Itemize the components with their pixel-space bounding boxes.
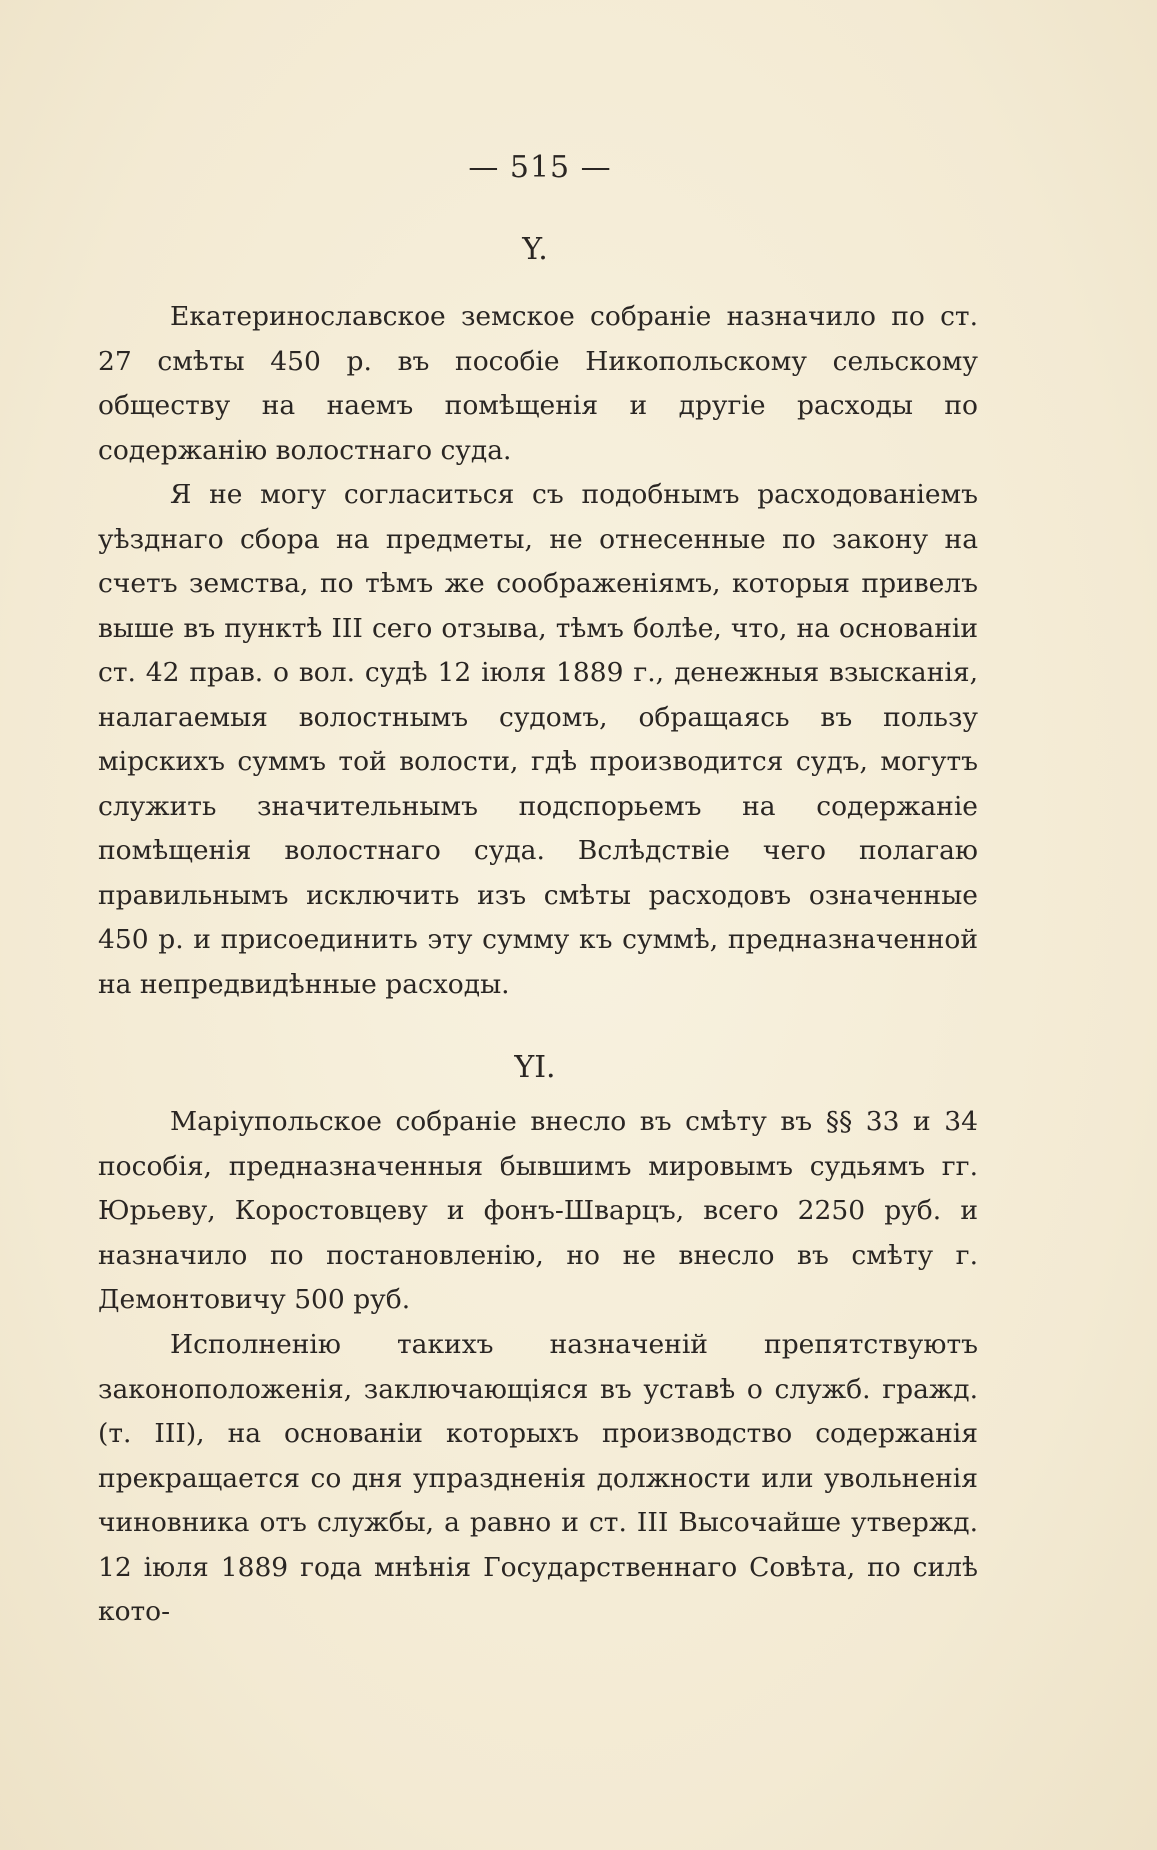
- page-number: — 515 —: [468, 150, 612, 185]
- section-heading-5: Y.: [522, 232, 548, 267]
- section-heading-6: YI.: [514, 1050, 556, 1085]
- paragraph: Исполненію такихъ назначеній препятствуютъ законоположенія, заключающіяся въ уставѣ о служб. гражд. (т. III), на основаніи которыхъ производство содержанія прекращается со дня упраздненія должности или увольненія чиновника отъ службы, а равно и ст. III Высочайше утвержд. 12 іюля 1889 года мнѣнія Государственнаго Совѣта, по силѣ кото-: [98, 1329, 978, 1627]
- paragraph: Я не могу согласиться съ подобнымъ расходованіемъ уѣзднаго сбора на предметы, не отнесенные по закону на счетъ земства, по тѣмъ же соображеніямъ, которыя привелъ выше въ пунктѣ III сего отзыва, тѣмъ болѣе, что, на основаніи ст. 42 прав. о вол. судѣ 12 іюля 1889 г., денежныя взысканія, налагаемыя волостнымъ судомъ, обращаясь въ пользу мірскихъ суммъ той волости, гдѣ производится судъ, могутъ служить значительнымъ подспорьемъ на содержаніе помѣщенія волостнаго суда. Вслѣдствіе чего полагаю правильнымъ исключить изъ смѣты расходовъ означенные 450 р. и присоединить эту сумму къ суммѣ, предназначенной на непредвидѣнные расходы.: [98, 479, 978, 1000]
- paragraph: Маріупольское собраніе внесло въ смѣту въ §§ 33 и 34 пособія, предназначенныя бывшимъ мировымъ судьямъ гг. Юрьеву, Коростовцеву и фонъ-Шварцъ, всего 2250 руб. и назначило по постановленію, но не внесло въ смѣту г. Демонтовичу 500 руб.: [98, 1106, 978, 1315]
- paragraph: Екатеринославское земское собраніе назначило по ст. 27 смѣты 450 р. въ пособіе Никопольскому сельскому обществу на наемъ помѣщенія и другіе расходы по содержанію волостнаго суда.: [98, 301, 978, 466]
